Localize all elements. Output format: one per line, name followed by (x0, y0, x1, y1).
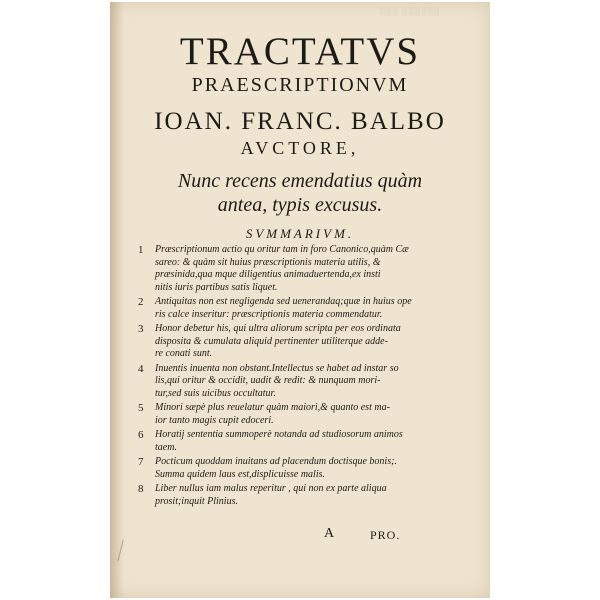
bleed-through-text: ░░░ ░░░░░░ (380, 8, 441, 16)
entry-number: 4 (138, 362, 144, 375)
entry-number: 1 (138, 244, 144, 256)
entry-text-line: sareo: & quàm sit huius præscriptionis materia utilis, & (155, 256, 381, 268)
summary-entry (138, 363, 478, 401)
entry-text-line: ris calce inseritur: præscriptionis materia commendatur. (155, 308, 383, 320)
entry-number: 8 (138, 483, 144, 495)
entry-number: 7 (138, 456, 144, 468)
entry-text-line: tur,sed suis uicibus occultatur. (155, 387, 276, 399)
edition-note-line-2: antea, typis excusus. (217, 194, 383, 216)
summary-entry (138, 323, 478, 361)
entry-text-line: prosit;inquit Plinius. (155, 495, 238, 507)
book-page (110, 2, 490, 598)
entry-text-line: lis,qui oritur & occidit, uadit & redit: & nunquam mori- (155, 375, 381, 386)
catchword: PRO. (370, 528, 401, 542)
entry-text-line: disposita & cumulata aliquid pertinenter utiliterque adde- (155, 335, 388, 347)
page-mark (117, 539, 129, 562)
title-subtitle: PRAESCRIPTIONVM (191, 74, 409, 96)
entry-number: 2 (138, 296, 144, 308)
edition-note-line-1: Nunc recens emendatius quàm (177, 170, 423, 192)
entry-text-line: Antiquitas non est negligenda sed uenerandaq;quæ in huius ope (155, 296, 412, 307)
entry-text-line: Summa quidem laus est,displicuisse malis. (155, 468, 325, 480)
entry-text-line: Horatij sententia summoperè notanda ad studiosorum animos (155, 429, 403, 440)
summarium-heading: SVMMARIVM. (245, 226, 355, 241)
entry-text-line: nitis iuris partibus satis liquet. (155, 281, 278, 293)
summary-entry (138, 429, 478, 454)
entry-text-line: Liber nullus iam malus reperitur , qui non ex parte aliqua (155, 483, 387, 494)
entry-number: 5 (138, 402, 144, 414)
summary-list (138, 244, 478, 510)
signature-mark: A (324, 526, 335, 541)
author-name: IOAN. FRANC. BALBO (154, 108, 446, 135)
summary-entry (138, 244, 478, 294)
auctore-label: AVCTORE, (240, 138, 360, 158)
entry-text-line: re conati sunt. (155, 348, 213, 359)
entry-text-line: Præscriptionum actio qu oritur tam in foro Canonico,quàm Cæ (155, 244, 409, 255)
entry-text-line: Minori sæpè plus reuelatur quàm maiori,& quanto est ma- (155, 402, 390, 413)
entry-text-line: Inuentis inuenta non obstant.Intellectus se habet ad instar so (155, 362, 399, 374)
entry-text-line: ior tanto magis cupit edoceri. (155, 414, 274, 426)
summary-entry (138, 483, 478, 508)
entry-text-line: Honor debetur his, qui ultra aliorum scripta per eos ordinata (155, 323, 401, 334)
entry-number: 6 (138, 429, 144, 441)
summary-entry (138, 296, 478, 321)
summary-entry (138, 456, 478, 481)
entry-text-line: Pocticum quoddam inuitans ad placendum doctisque bonis;. (155, 456, 397, 467)
entry-text-line: taem. (155, 441, 177, 453)
entry-number: 3 (138, 323, 144, 335)
entry-text-line: præsinida,qua mque diligentius animaduertenda,ex insti (155, 269, 381, 280)
page-title: TRACTATVS (179, 30, 421, 73)
summary-entry (138, 402, 478, 427)
